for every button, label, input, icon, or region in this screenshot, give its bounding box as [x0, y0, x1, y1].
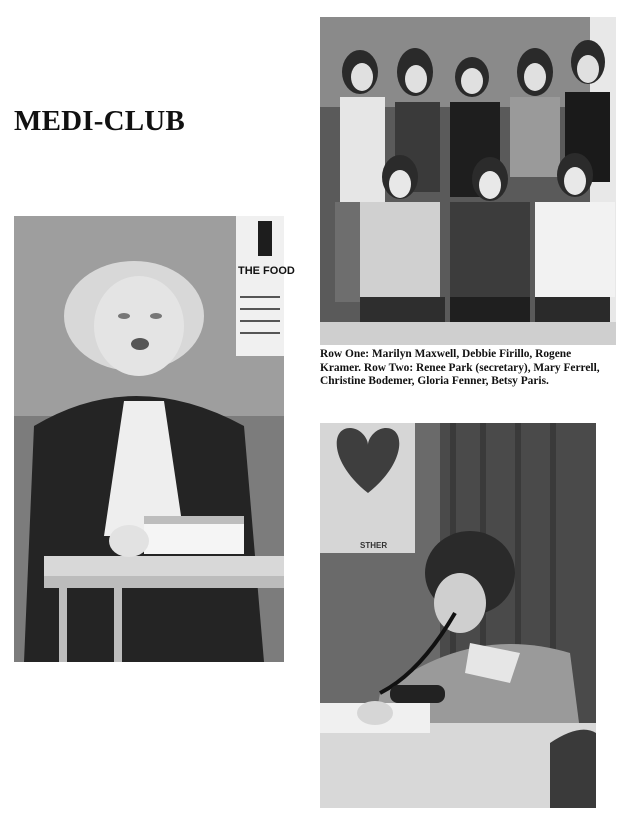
- girl-on-phone-photo: [320, 423, 596, 808]
- poster-text: STHER: [360, 541, 388, 550]
- group-photo-caption: Row One: Marilyn Maxwell, Debbie Firillo, Rogene Kramer. Row Two: Renee Park (secretary), Mary Ferrell, Christine Bodemer, Gloria Fenner, Betsy Paris.: [320, 348, 600, 388]
- page-title: MEDI-CLUB: [14, 105, 185, 137]
- girl-at-desk-photo: [14, 216, 295, 662]
- poster-text: THE FOOD: [238, 265, 295, 277]
- group-photo: [320, 17, 616, 345]
